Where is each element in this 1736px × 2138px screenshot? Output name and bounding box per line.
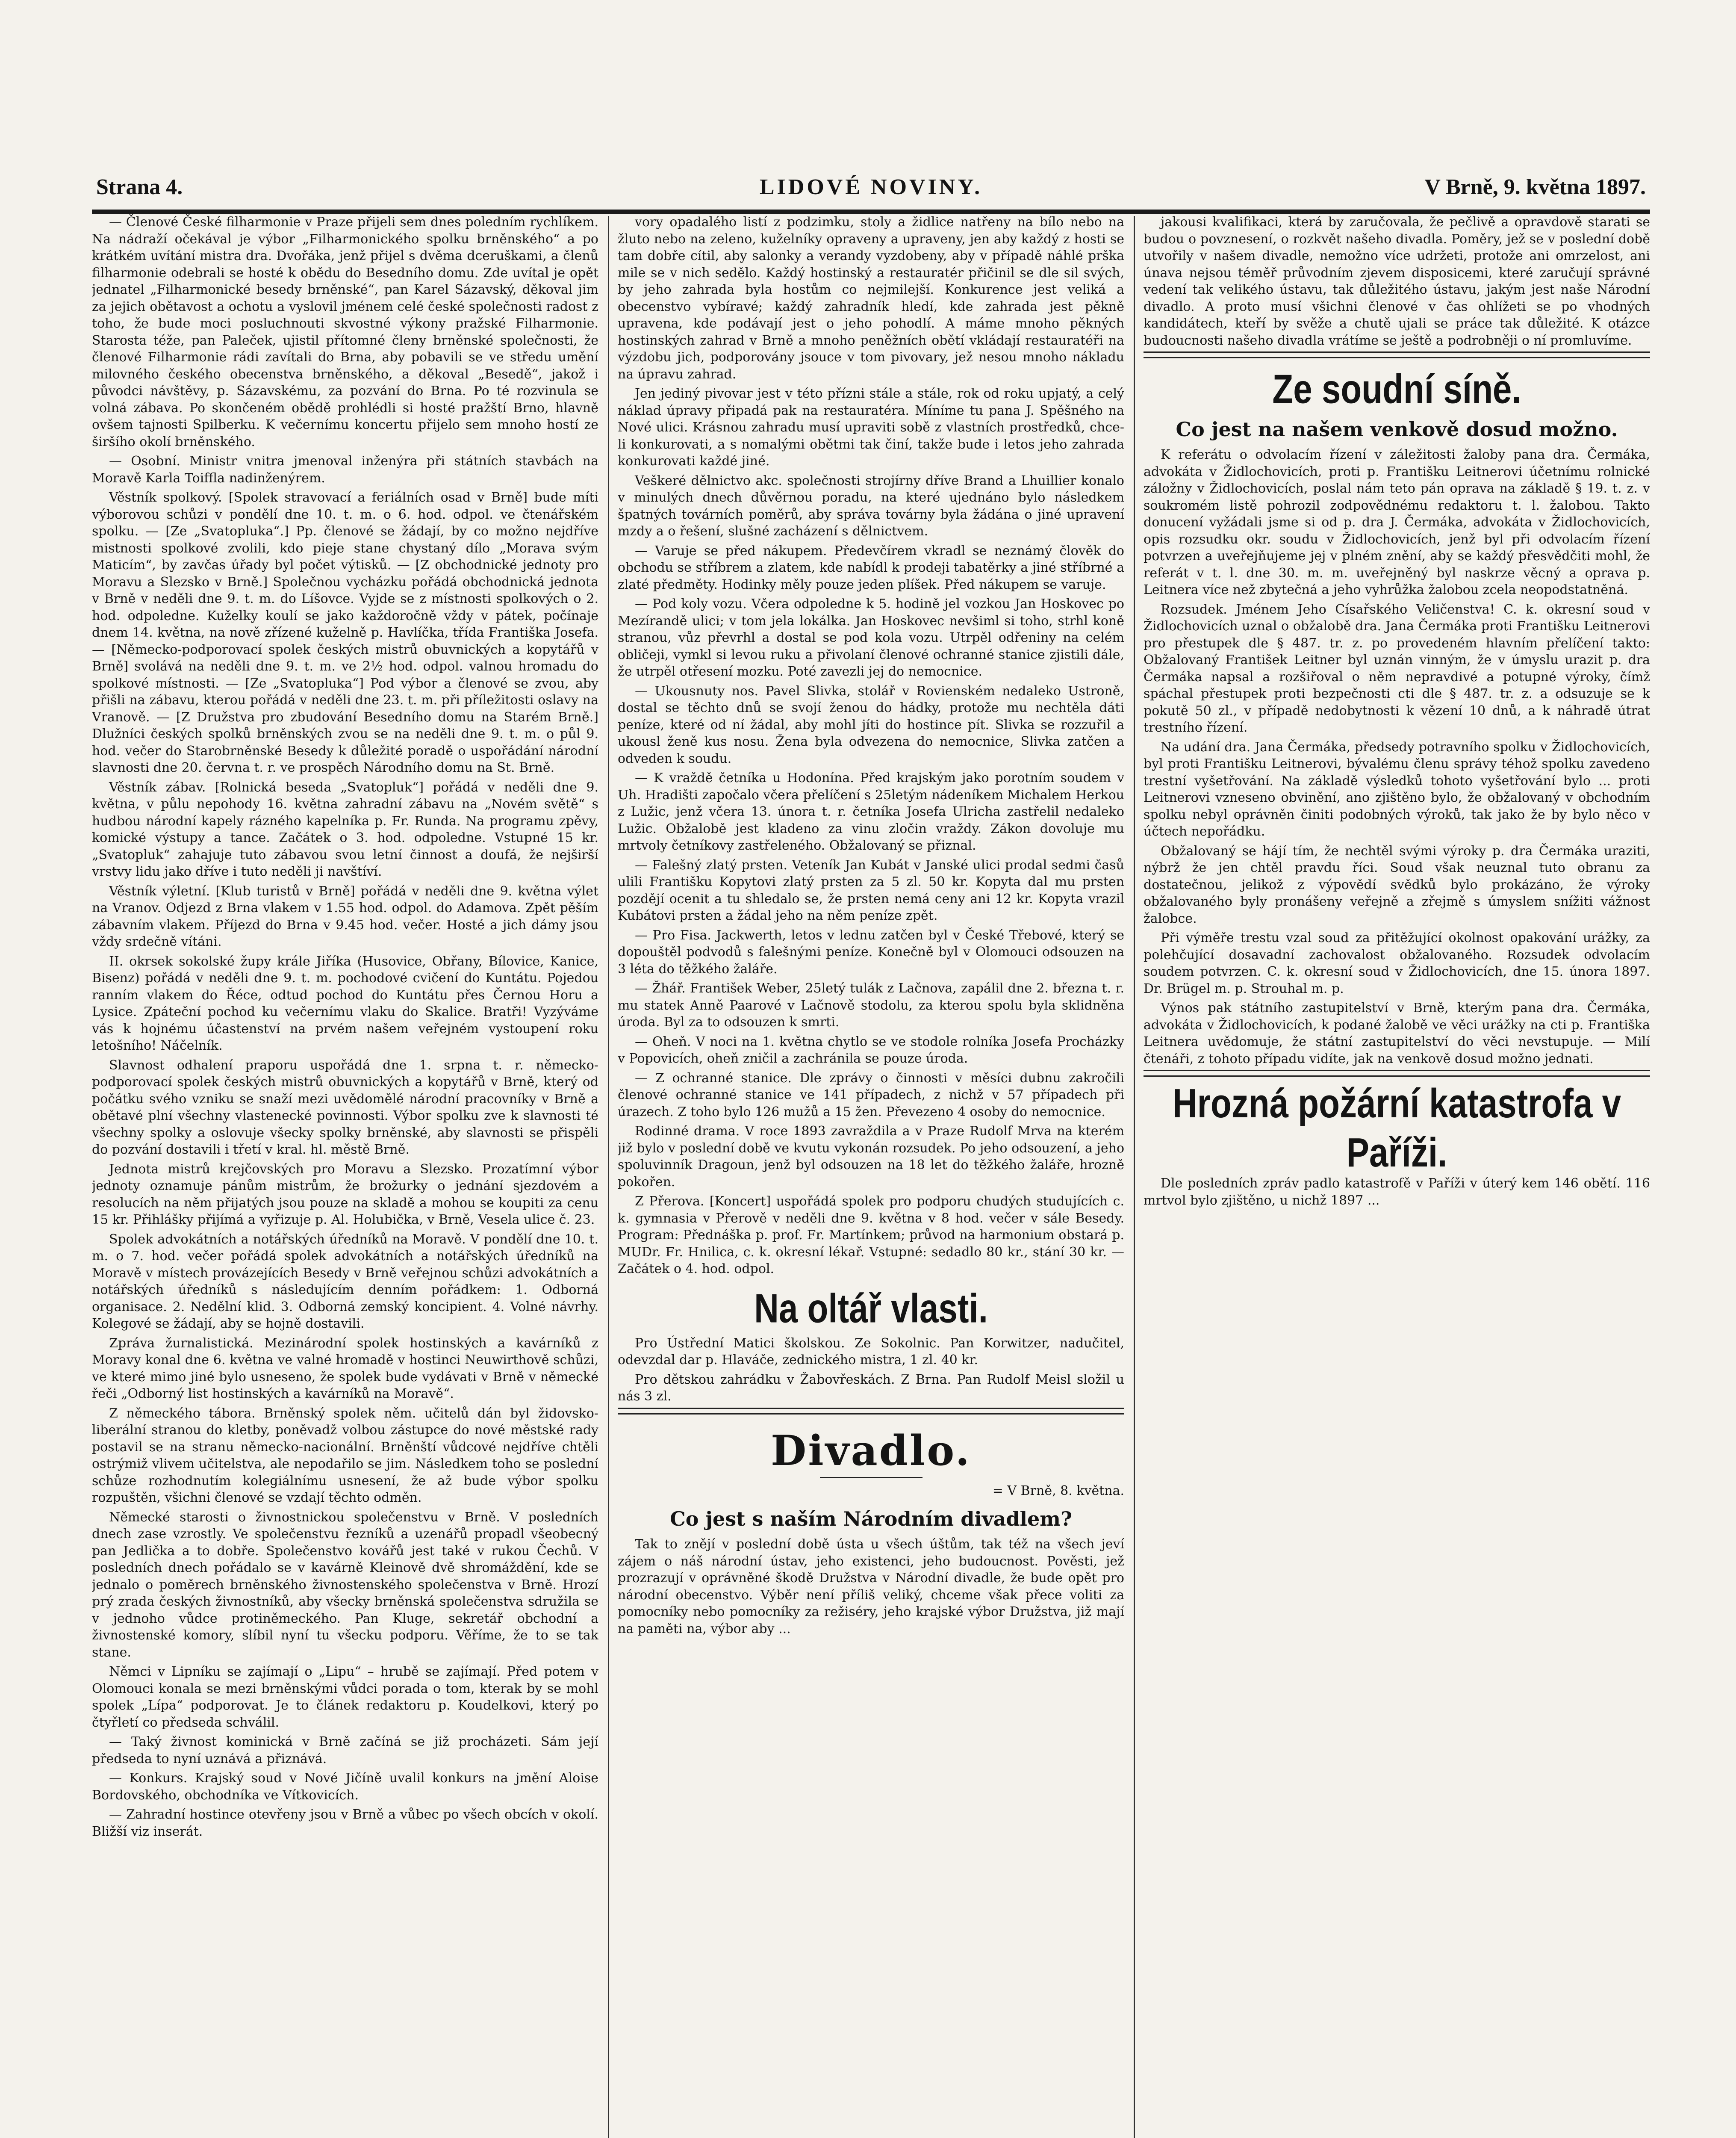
article-paragraph: — Oheň. V noci na 1. května chytlo se ve stodole rolníka Josefa Procházky v Popovicích, oheň zničil a zachránila se pouze úroda. — [618, 1034, 1124, 1066]
article-subtitle: Co jest na našem venkově dosud možno. — [1176, 418, 1618, 441]
section-heading-soudni-sin: Ze soudní síně. — [1272, 366, 1521, 412]
article-paragraph: Na udání dra. Jana Čermáka, předsedy potravního spolku v Židlochovicích, byl proti Františku Leitnerovi, bývalému členu správy téhož spolku zavedeno trestní vyšetřování. Na základě výsledků tohoto vyšetřování bylo ... proti Leitnerovi vzneseno obvinění, ano zjištěno bylo, že obžalovaný v obchodním spolku nebyl oprávněn činiti podobných výroků, tak jako že by bylo něco v účtech nepořádku. — [1144, 739, 1650, 839]
article-paragraph: Z německého tábora. Brněnský spolek něm. učitelů dán byl židovsko-liberální stranou do kletby, poněvadž volbou zástupce do nové městské rady postavil se na stranu německo-nacionální. Brněnští vůdcové nejdříve chtěli ostrýmiž vlivem učitelstva, ale nepodařilo se jim. Následkem toho se poslední schůze rozhodnutím kolegiálnímu usnesení, že až bude výbor spolku rozpuštěn, všichni členové se vzdají těchto odměn. — [92, 1406, 598, 1505]
article-paragraph: vory opadalého listí z podzimku, stoly a židlice natřeny na bílo nebo na žluto nebo na zeleno, kuželníky opraveny a upraveny, jen aby každý z hosti se tam dobře cítil, aby salonky a verandy vyzdobeny, aby v případě náhlé prška mile se v nich sedělo. Každý hostinský a restauratér přičinil se dle sil svých, by jeho zahrada byla hostům co nejmilejší. Konkurence jest veliká a obecenstvo vybíravé; každý zahradník hledí, kde zahrada jest pěkně upravena, kde podávají jest o jeho pohodlí. A máme mnoho pěkných hostinských zahrad v Brně a mnoho peněžních obětí vkládají restauratéři na výzdobu jich, podporovány jsouce v tom pivovary, jež nesou mnoho nákladu na úpravu zahrad. — [618, 215, 1124, 382]
article-paragraph: II. okrsek sokolské župy krále Jiříka (Husovice, Obřany, Bílovice, Kanice, Bisenz) pořádá v neděli dne 9. t. m. pochodové cvičení do Kuntátu. Pojedou ranním vlakem do Řéce, odtud pochod do Kuntátu přes Černou Horu a Lysice. Zpáteční pochod ku večernímu vlaku do Skalice. Bratři! Vyzýváme vás k hojnému účastenství na prvém našem veřejném vystoupení roku letošního! Náčelník. — [92, 954, 598, 1053]
section-heading-na-oltar: Na oltář vlasti. — [754, 1285, 988, 1331]
newspaper-title: LIDOVÉ NOVINY. — [759, 175, 983, 199]
section-divider — [1144, 351, 1650, 358]
article-paragraph: Rodinné drama. V roce 1893 zavraždila a v Praze Rudolf Mrva na kterém již bylo v poslední době ve kvutu vykonán rozsudek. Po jeho odsouzení, a jeho spoluvinník Dragoun, jenž byl odsouzen na 18 let do těžkého žaláře, hrozně pokořen. — [618, 1124, 1124, 1190]
dateline: = V Brně, 8. května. — [992, 1483, 1124, 1498]
article-paragraph: Němci v Lipníku se zajímají o „Lipu“ – hrubě se zajímají. Před potem v Olomouci konala se mezi brněnskými vůdci porada o tom, kterak by se mohl spolek „Lípa“ podporovat. Je to článek redaktoru p. Koudelkovi, který po čtyřletí co předseda schválil. — [92, 1664, 598, 1730]
article-paragraph: — Taký živnost kominická v Brně začíná se již procházeti. Sám její předseda to nyní uznává a přiznává. — [92, 1734, 598, 1766]
section-divider — [1144, 1070, 1650, 1077]
page-number-label: Strana 4. — [96, 175, 183, 199]
article-paragraph: Slavnost odhalení praporu uspořádá dne 1. srpna t. r. německo-podporovací spolek českých mistrů obuvnických a kopytářů v Brně, který od počátku svého vzniku se snaží mezi uvědomělé národní pracovníky v Brně a obětavé plní všechny vlastenecké povinnosti. Výbor spolku zve k slavnosti té všechny spolky a oslovuje všecky spolky brněnské, aby slavnosti se přispěli do pozvání dostavili i třetí v kral. hl. městě Brně. — [92, 1057, 598, 1157]
article-paragraph: Zpráva žurnalistická. Mezinárodní spolek hostinských a kavárníků z Moravy konal dne 6. května ve valné hromadě v hostinci Neuwirthově schůzi, ve které mimo jiné bylo usneseno, že spolek bude vydávati v Brně v německé řeči „Odborný list hostinských a kavárníků na Moravě“. — [92, 1335, 598, 1401]
article-paragraph: — Osobní. Ministr vnitra jmenoval inženýra při státních stavbách na Moravě Karla Toiffla nadinženýrem. — [92, 454, 598, 486]
article-paragraph: Dle posledních zpráv padlo katastrofě v Paříži v úterý kem 146 obětí. 116 mrtvol bylo zjištěno, u nichž 1897 ... — [1144, 1176, 1650, 1208]
article-paragraph: Obžalovaný se hájí tím, že nechtěl svými výroky p. dra Čermáka uraziti, nýbrž že jen chtěl pravdu říci. Soud však neuznal tuto obranu za dostatečnou, jelikož z výpovědí svědků bylo prokázáno, že výroky obžalovaného byly pronášeny veřejně a zřejmě s úmyslem snížiti vážnost žalobce. — [1144, 843, 1650, 926]
article-paragraph: Pro Ústřední Matici školskou. Ze Sokolnic. Pan Korwitzer, nadučitel, odevzdal dar p. Hlaváče, zednického mistra, 1 zl. 40 kr. — [618, 1335, 1124, 1367]
section-divider — [618, 1408, 1124, 1415]
article-paragraph: — Ukousnuty nos. Pavel Slivka, stolář v Rovienském nedaleko Ustroně, dostal se těchto dnů se svojí ženou do hádky, protože mu nechtěla dáti peníze, které od ní žádal, aby mohl jíti do hostince pít. Slivka se rozzuřil a ukousl ženě kus nosu. Žena byla odvezena do nemocnice, Slivka zatčen a odveden k soudu. — [618, 683, 1124, 766]
article-paragraph: — Žhář. František Weber, 25letý tulák z Lačnova, zapálil dne 2. března t. r. mu statek Anně Paarové v Lačnově stodolu, za kterou spolu byla sklidněna úroda. Byl za to odsouzen k smrti. — [618, 981, 1124, 1030]
article-paragraph: Jen jediný pivovar jest v této přízni stále a stále, rok od roku upjatý, a celý náklad úpravy připadá pak na restauratéra. Míníme tu pana J. Spěšného na Nové ulici. Krásnou zahradu musí upraviti sobě z vlastních prostředků, chce-li konkurovati, a s nomalými obětmi tak činí, takže bude i letos jeho zahrada konkurovati každé jiné. — [618, 386, 1124, 469]
article-paragraph: Při výměře trestu vzal soud za přitěžující okolnost opakování urážky, za polehčující dosavadní zachovalost obžalovaného. Rozsudek odvolacím soudem potvrzen. C. k. okresní soud v Židlochovicích, dne 15. února 1897. Dr. Brügel m. p. Strouhal m. p. — [1144, 930, 1650, 996]
page-header — [92, 171, 1650, 214]
article-paragraph: Výnos pak státního zastupitelství v Brně, kterým pana dra. Čermáka, advokáta v Židlochovicích, k podané žalobě ve věci urážky na cti p. Františka Leitnera uvědomuje, že státní zastupitelství do věci nevstupuje. — Milí čtenáři, z tohoto případu vidíte, jak na venkově dosud možno jednati. — [1144, 1001, 1650, 1066]
article-paragraph: Pro dětskou zahrádku v Žabovřeskách. Z Brna. Pan Rudolf Meisl složil u nás 3 zl. — [618, 1372, 1124, 1404]
article-paragraph: Věstník výletní. [Klub turistů v Brně] pořádá v neděli dne 9. května výlet na Vranov. Odjezd z Brna vlakem v 1.55 hod. odpol. do Adamova. Zpět pěším zábavním vlakem. Příjezd do Brna v 9.45 hod. večer. Hosté a jich dámy jsou vždy srdečně vítáni. — [92, 883, 598, 949]
article-paragraph: Jednota mistrů krejčovských pro Moravu a Slezsko. Prozatímní výbor jednoty oznamuje pánům mistrům, že brožurky o jednání sjezdovém a resolucích na něm přijatých jsou pouze na skladě a mohou se koupiti za cenu 15 kr. Přihlášky přijímá a vyřizuje p. Al. Holubička, v Brně, Vesela ulice č. 23. — [92, 1161, 598, 1227]
column-1 — [92, 214, 598, 2138]
article-paragraph: — Varuje se před nákupem. Předevčírem vkradl se neznámý člověk do obchodu se stříbrem a zlatem, kde nabídl k prodeji tabatěrky a jiné stříbrné a zlaté předměty. Hodinky měly pouze jeden plíšek. Před nákupem se varuje. — [618, 543, 1124, 592]
article-subtitle: Co jest s naším Národním divadlem? — [670, 1507, 1072, 1530]
article-paragraph: — Z ochranné stanice. Dle zprávy o činnosti v měsíci dubnu zakročili členové ochranné stanice ve 141 případech, z nichž v 57 případech při úrazech. Z toho bylo 126 mužů a 15 žen. Převezeno 4 osoby do nemocnice. — [618, 1070, 1124, 1119]
article-paragraph: Věstník spolkový. [Spolek stravovací a feriálních osad v Brně] bude míti výborovou schůzi v pondělí dne 10. t. m. o 6. hod. odpol. ve čtenářském spolku. — [Ze „Svatopluka“.] Pp. členové se žádají, by co možno nejdříve mistnosti spolkové zvolili, kdo pieje stane chystaný dílo „Morava svým Maticím“, by zavčas úřady byl počet výtisků. — [Z obchodnické jednoty pro Moravu a Slezsko v Brně.] Společnou vycházku pořádá obchodnická jednota v Brně v neděli dne 9. t. m. do Líšovce. Vyjde se z místnosti spolkových o 2. hod. odpoledne. Kuželky koulí se jako každoročně vždy v pátek, počínaje dnem 14. května, na nově zřízené kuželně p. Havlíčka, třída Františka Josefa. — [Německo-podporovací spolek českých mistrů obuvnických a kopytářů v Brně] svolává na neděli dne 9. t. m. ve 2½ hod. odpol. valnou hromadu do spolkové místnosti. — [Ze „Svatopluka“] Pod výbor a členové se zvou, aby přišli na zábavu, kterou pořádá v neděli dne 23. t. m. při příležitosti oslavy na Vranově. — [Z Družstva pro zbudování Besedního domu na Starém Brně.] Dlužníci českých spolků brněnských zvou se na neděli dne 9. t. m. o půl 9. hod. večer do Starobrněnské Besedy k důležité poradě o uspořádání národní slavnosti dne 20. června t. r. ve prospěch Národního domu na St. Brně. — [92, 490, 598, 775]
article-paragraph: Z Přerova. [Koncert] uspořádá spolek pro podporu chudých studujících c. k. gymnasia v Přerově v neděli dne 9. května v 8 hod. večer v sále Besedy. Program: Přednáška p. prof. Fr. Martínkem; průvod na harmonium obstará p. MUDr. Fr. Hnilica, c. k. okresní lékař. Vstupné: sedadlo 80 kr., stání 30 kr. — Začátek o 4. hod. odpol. — [618, 1194, 1124, 1276]
article-paragraph: Rozsudek. Jménem Jeho Císařského Veličenstva! C. k. okresní soud v Židlochovicích uznal o obžalobě dra. Jana Čermáka proti Františku Leitnerovi pro přestupek dle § 487. tr. z. po provedeném hlavním přelíčení takto: Obžalovaný František Leitner byl uznán vinným, že v úmyslu urazit p. dra Čermáka napsal a rozšiřoval o něm nepravdivé a potupné výroky, čímž spáchal přestupek proti bezpečnosti cti dle § 487. tr. z. a odsuzuje se k pokutě 50 zl., v případě nedobytnosti k vězení 10 dnů, a k náhradě útrat trestního řízení. — [1144, 602, 1650, 735]
article-paragraph: Spolek advokátních a notářských úředníků na Moravě. V pondělí dne 10. t. m. o 7. hod. večer pořádá spolek advokátních a notářských úředníků na Moravě v místech provázejících Besedy v Brně veřejnou schůzi advokátních a notářských úředníků s následujícím denním pořádkem: 1. Odborná organisace. 2. Nedělní klid. 3. Odborná zemský koncipient. 4. Volné návrhy. Kolegové se žádají, aby se hojně dostavili. — [92, 1231, 598, 1331]
article-paragraph: Věstník zábav. [Rolnická beseda „Svatopluk“] pořádá v neděli dne 9. května, v půlu nepohody 16. května zahradní zábavu na „Novém světě“ s hudbou národní kapely rázného kapelníka p. Fr. Runda. Na programu zpěvy, komické výstupy a tance. Začátek o 3. hod. odpoledne. Vstupné 15 kr. „Svatopluk“ zahajuje tuto zábavou svou letní činnost a doufá, že nejširší vrstvy lidu jako dříve i tuto neděli ji navštíví. — [92, 780, 598, 879]
section-heading-divadlo: Divadlo. — [770, 1426, 972, 1475]
article-paragraph: — K vraždě četníka u Hodonína. Před krajským jako porotním soudem v Uh. Hradišti započalo včera přelíčení s 25letým nádeníkem Michalem Herkou z Lužic, jenž včera 13. února t. r. četníka Josefa Ulricha zastřelil nedaleko Lužic. Obžalobě jest kladeno za vinu zločin vraždy. Zákon dovoluje mu mrtvoly četníkovy zastřeleného. Obžalovaný se přiznal. — [618, 771, 1124, 853]
article-paragraph: Veškeré dělnictvo akc. společnosti strojírny dříve Brand a Lhuillier konalo v minulých dnech důvěrnou poradu, na které ujednáno bylo následkem špatných továrních poměrů, aby správa továrny byla žádána o jiné upravení mzdy a o řešení, slušné zacházení s dělnictvem. — [618, 473, 1124, 539]
article-paragraph: — Falešný zlatý prsten. Veteník Jan Kubát v Janské ulici prodal sedmi časů ulili Františku Kopytovi zlatý prsten za 5 zl. 50 kr. Kopyta dal mu prsten pozdějí ocenit a tu shledalo se, že prsten nemá ceny ani 12 kr. Kopyta vrazil Kubátovi prsten a žádal jeho na něm peníze zpět. — [618, 857, 1124, 923]
issue-date: V Brně, 9. května 1897. — [1424, 175, 1646, 199]
article-paragraph: — Konkurs. Krajský soud v Nové Jičíně uvalil konkurs na jmění Aloise Bordovského, obchodníka ve Vítkovicích. — [92, 1771, 598, 1803]
article-paragraph: jakousi kvalifikaci, která by zaručovala, že pečlivě a opravdově starati se budou o povznesení, o rozkvět našeho divadla. Poměry, jež se v poslední době utvořily v našem divadle, nemožno více udržeti, protože ani omrzelost, ani únava nejsou téměř průvodním zjevem disposicemi, které zaručují správné vedení tak velikého ústavu, tak důležitého ústavu, jakým jest naše Národní divadlo. A proto musí všichni členové v čas ohlížeti se po vhodných kandidátech, kteří by svěže a chutě ujali se práce tak důležité. K otázce budoucnosti našeho divadla vrátíme se ještě a podrobněji o ní promluvíme. — [1144, 215, 1650, 348]
column-2 — [618, 214, 1124, 2138]
article-paragraph: — Zahradní hostince otevřeny jsou v Brně a vůbec po všech obcích v okolí. Bližší viz inserát. — [92, 1807, 598, 1839]
section-heading-pozar: Hrozná požární katastrofa v Paříži. — [1172, 1080, 1621, 1175]
article-paragraph: — Pro Fisa. Jackwerth, letos v lednu zatčen byl v České Třebové, který se dopouštěl podvodů s falešnými peníze. Konečně byl v Olomouci odsouzen na 3 léta do těžkého žaláře. — [618, 927, 1124, 977]
column-rule — [1134, 216, 1135, 2138]
article-paragraph: — Členové České filharmonie v Praze přijeli sem dnes poledním rychlíkem. Na nádraží očekával je výbor „Filharmonického spolku brněnského“ a po krátkém uvítání mistra dra. Dvořáka, jenž přijel s dvěma dceruškami, a členů filharmonie odebrali se hosté k obědu do Besedního domu. Zde uvítal je opět jednatel „Filharmonické besedy brněnské“, pan Karel Sázavský, děkoval jim za jejich obětavost a ochotu a vyslovil jménem celé české společnosti radost z toho, že bude moci posluchnouti skvostné výkony pražské Filharmonie. Starosta téže, pan Paleček, ujistil přítomné členy brněnské společnosti, že členové Filharmonie rádi zavítali do Brna, aby pobavili se ve středu umění milovného českého obecenstva brněnského, a děkoval „Besedě“, jakož i původci návštěvy, p. Sázavskému, za pozvání do Brna. Po té rozvinula se volná zábava. Po skončeném obědě prohlédli si hosté pražští Brno, hlavně ovšem tajnosti Spilberku. K večernímu koncertu přijelo sem mnoho hostí ze širšího okolí brněnského. — [92, 215, 598, 449]
article-paragraph: Tak to znějí v poslední době ústa u všech úštům, tak též na všech jeví zájem o náš národní ústav, jeho existenci, jeho budoucnost. Pověsti, jež prozrazují v oprávněné škodě Družstva v Národní divadle, že bude opět pro národní obecenstvo. Výběr není příliš veliký, chceme však přece voliti za pomocníky nebo pomocníky za režiséry, jeho krajské výbor Družstva, již mají na paměti na, výbor aby ... — [618, 1537, 1124, 1636]
article-paragraph: — Pod koly vozu. Včera odpoledne k 5. hodině jel vozkou Jan Hoskovec po Mezírandě ulici; v tom jela lokálka. Jan Hoskovec nevšiml si toho, strhl koně stranou, vůz převrhl a dostal se pod kola vozu. Utrpěl odřeniny na celém obličeji, vymkl si levou ruku a přivolaní členové ochranné stanice zjistili dále, že utrpěl otřesení mozku. Poté zavezli jej do nemocnice. — [618, 597, 1124, 679]
column-3 — [1144, 214, 1650, 2138]
column-rule — [608, 216, 609, 2138]
article-paragraph: Německé starosti o živnostnickou společenstvu v Brně. V posledních dnech zase vzrostly. Ve společenstvu řezníků a uzenářů propadl všeobecný pan Jedlička a to dobře. Společenstvo kovářů jest také v rukou Čechů. V posledních dnech pořádalo se v kavárně Kleinově dvě shromáždění, kde se jednalo o poměrech brněnského živnostenského společenstva v Brně. Hrozí prý zrada českých živnostníků, aby všecky brněnská společenstva sdružila se v jednoho vůdce protiněmeckého. Pan Kluge, sekretář obchodní a živnostenské komory, slíbil nyní tu všecku podporu. Věříme, že to se tak stane. — [92, 1509, 598, 1660]
section-divider — [820, 1477, 923, 1478]
article-paragraph: K referátu o odvolacím řízení v záležitosti žaloby pana dra. Čermáka, advokáta v Židlochovicích, proti p. Františku Leitnerovi účetnímu rolnické záložny v Židlochovicích, poslal nám teto pán oprava na základě § 19. t. z. v soukromém listě pohrozil zodpovědnému redaktoru t. l. žalobou. Takto donucení vyžádali jsme si od p. dra J. Čermáka, advokáta v Židlochovicích, opis rozsudku okr. soudu v Židlochovicích, jenž byl při odvolacím řízení potvrzen a uveřejňujeme jej v plném znění, aby se každý přesvědčiti mohl, že referát v t. l. dne 30. m. m. uveřejněný byl naskrze věcný a oprava p. Leitnera více než zbytečná a jeho vyhrůžka žalobou zcela neopodstatněná. — [1144, 447, 1650, 597]
